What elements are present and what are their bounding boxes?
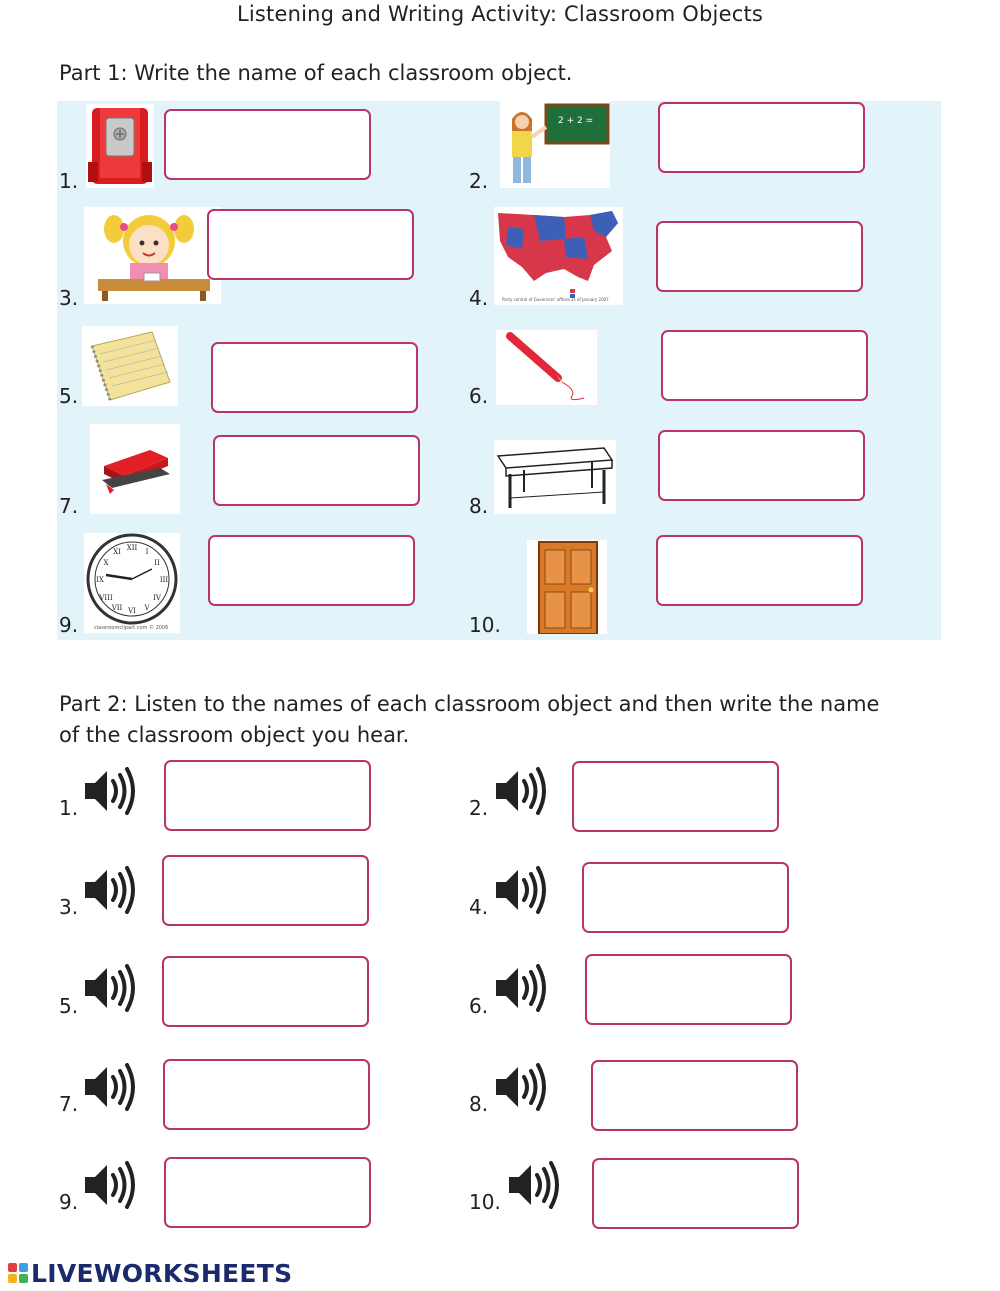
answer-box[interactable]: [164, 760, 371, 831]
svg-text:XI: XI: [113, 548, 121, 556]
map-caption: Party control of Governors' offices as of January 2007: [502, 297, 609, 302]
svg-text:VIII: VIII: [99, 594, 113, 602]
part2-number: 4.: [469, 895, 489, 919]
part1-number: 6.: [469, 384, 489, 408]
map-icon: [494, 207, 623, 305]
svg-text:IV: IV: [153, 594, 161, 602]
answer-box[interactable]: [572, 761, 779, 832]
liveworksheets-logo[interactable]: [8, 1258, 292, 1288]
speaker-icon[interactable]: [494, 864, 550, 916]
answer-box[interactable]: [582, 862, 789, 933]
student-at-desk-icon: [84, 207, 221, 304]
part1-number: 3.: [59, 286, 79, 310]
answer-box[interactable]: [164, 109, 371, 180]
part2-heading-line1: Part 2: Listen to the names of each classroom object and then write the name: [59, 692, 880, 716]
svg-text:VI: VI: [128, 607, 136, 615]
part2-number: 9.: [59, 1190, 79, 1214]
answer-box[interactable]: [208, 535, 415, 606]
notebook-icon: [82, 326, 178, 406]
speaker-icon[interactable]: [494, 962, 550, 1014]
part1-heading: Part 1: Write the name of each classroom object.: [59, 61, 573, 85]
part1-number: 5.: [59, 384, 79, 408]
answer-box[interactable]: [591, 1060, 798, 1131]
answer-box[interactable]: [162, 956, 369, 1027]
speaker-icon[interactable]: [83, 1159, 139, 1211]
svg-text:I: I: [145, 548, 149, 556]
speaker-icon[interactable]: [507, 1159, 563, 1211]
part2-number: 5.: [59, 994, 79, 1018]
part2-number: 8.: [469, 1092, 489, 1116]
answer-box[interactable]: [163, 1059, 370, 1130]
part2-number: 2.: [469, 796, 489, 820]
answer-box[interactable]: [656, 221, 863, 292]
logo-squares-icon: [8, 1263, 28, 1283]
part2-number: 10.: [469, 1190, 501, 1214]
part2-number: 1.: [59, 796, 79, 820]
speaker-icon[interactable]: [494, 765, 550, 817]
svg-text:II: II: [154, 559, 160, 567]
answer-box[interactable]: [658, 430, 865, 501]
answer-box[interactable]: [211, 342, 418, 413]
pencil-sharpener-icon: [86, 104, 154, 188]
svg-text:V: V: [144, 604, 150, 612]
answer-box[interactable]: [658, 102, 865, 173]
door-icon: [527, 540, 607, 634]
part1-number: 7.: [59, 494, 79, 518]
answer-box[interactable]: [162, 855, 369, 926]
part1-number: 4.: [469, 286, 489, 310]
speaker-icon[interactable]: [494, 1061, 550, 1113]
part2-number: 6.: [469, 994, 489, 1018]
part2-number: 3.: [59, 895, 79, 919]
part1-number: 10.: [469, 613, 501, 637]
clock-caption: classroomclipart.com © 2006: [94, 625, 169, 631]
speaker-icon[interactable]: [83, 962, 139, 1014]
part2-heading-line2: of the classroom object you hear.: [59, 723, 410, 747]
svg-text:XII: XII: [126, 544, 138, 552]
svg-text:VII: VII: [111, 604, 123, 612]
answer-box[interactable]: [656, 535, 863, 606]
answer-box[interactable]: [164, 1157, 371, 1228]
speaker-icon[interactable]: [83, 1061, 139, 1113]
teacher-icon: [500, 101, 610, 188]
svg-text:IX: IX: [96, 576, 104, 584]
stapler-icon: [90, 424, 180, 514]
answer-box[interactable]: [592, 1158, 799, 1229]
speaker-icon[interactable]: [83, 765, 139, 817]
answer-box[interactable]: [207, 209, 414, 280]
answer-box[interactable]: [213, 435, 420, 506]
clock-icon: [84, 533, 180, 633]
logo-text: LIVEWORKSHEETS: [31, 1258, 293, 1288]
table-icon: [494, 440, 616, 514]
page-title: Listening and Writing Activity: Classroom Objects: [236, 2, 764, 26]
pencil-icon: [496, 330, 597, 405]
speaker-icon[interactable]: [83, 864, 139, 916]
part1-number: 8.: [469, 494, 489, 518]
part1-number: 2.: [469, 169, 489, 193]
svg-text:X: X: [103, 559, 109, 567]
part1-number: 9.: [59, 613, 79, 637]
svg-text:2 + 2 =: 2 + 2 =: [558, 116, 594, 126]
part2-number: 7.: [59, 1092, 79, 1116]
svg-text:III: III: [159, 576, 169, 584]
part1-number: 1.: [59, 169, 79, 193]
answer-box[interactable]: [585, 954, 792, 1025]
answer-box[interactable]: [661, 330, 868, 401]
